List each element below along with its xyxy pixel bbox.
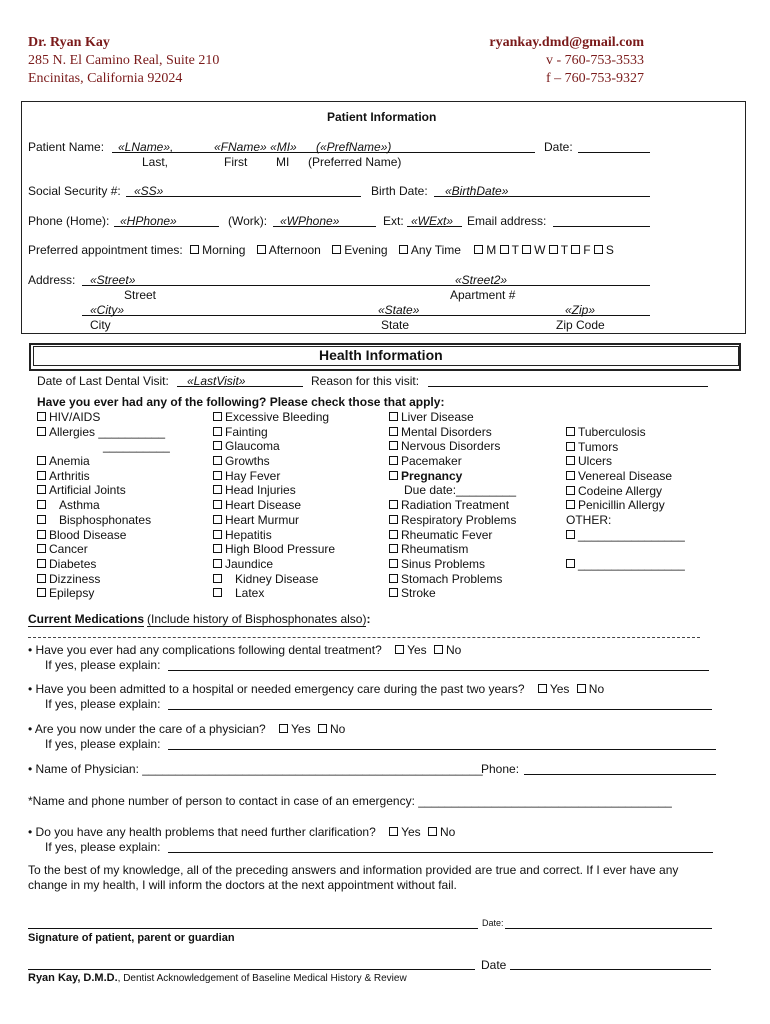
checkbox-icon[interactable] <box>37 456 46 465</box>
checkbox-icon[interactable] <box>566 530 575 539</box>
signature-date-label: Date: <box>482 918 504 928</box>
condition-item[interactable] <box>213 586 335 601</box>
q5-explain-line[interactable] <box>168 852 713 853</box>
condition-item[interactable] <box>37 542 170 557</box>
checkbox-icon[interactable] <box>389 441 398 450</box>
checkbox-icon[interactable] <box>37 588 46 597</box>
q5-yes-checkbox[interactable] <box>389 827 398 836</box>
condition-item[interactable] <box>37 528 170 543</box>
date-label: Date: <box>544 140 573 154</box>
q5-no-checkbox[interactable] <box>428 827 437 836</box>
q2-explain-line[interactable] <box>168 709 712 710</box>
day-th-checkbox[interactable] <box>549 245 558 254</box>
checkbox-icon[interactable] <box>566 500 575 509</box>
condition-label: Dizziness <box>49 571 101 586</box>
condition-item[interactable] <box>213 483 335 498</box>
condition-label: Nervous Disorders <box>401 439 501 454</box>
condition-label: Cancer <box>49 542 88 557</box>
state-field[interactable]: «State» <box>378 303 420 317</box>
condition-label: Stroke <box>401 586 436 601</box>
condition-label: Blood Disease <box>49 527 127 542</box>
condition-label: Liver Disease <box>401 410 474 424</box>
practice-contact-block <box>489 34 644 88</box>
afternoon-label: Afternoon <box>268 243 321 257</box>
condition-label: Jaundice <box>225 556 274 571</box>
fname-mi-field[interactable]: «FName» «MI» <box>214 140 297 154</box>
condition-label: Rheumatic Fever <box>401 527 493 542</box>
current-meds-colon: : <box>366 612 371 626</box>
day-t-label: T <box>511 243 519 257</box>
condition-item[interactable] <box>37 425 170 440</box>
conditions-col-4 <box>566 425 685 572</box>
current-meds-bold: Current Medications <box>28 612 145 626</box>
checkbox-icon[interactable] <box>389 471 398 480</box>
street-caption: Street <box>124 288 157 302</box>
checkbox-icon[interactable] <box>37 559 46 568</box>
dentist-date-label: Date <box>481 958 507 972</box>
condition-label: Artificial Joints <box>49 483 126 498</box>
street-field[interactable]: «Street» <box>90 273 136 287</box>
checkbox-icon[interactable] <box>37 530 46 539</box>
q5-row <box>28 825 455 839</box>
mi-caption: MI <box>276 155 290 169</box>
q3-row <box>28 722 345 736</box>
work-label: (Work): <box>228 214 268 228</box>
condition-label: Excessive Bleeding <box>225 410 330 424</box>
practice-email: ryankay.dmd@gmail.com <box>489 35 644 50</box>
health-info-title: Health Information <box>319 347 443 363</box>
anytime-label: Any Time <box>410 243 461 257</box>
condition-item[interactable] <box>566 528 685 543</box>
checkbox-icon[interactable] <box>37 515 46 524</box>
appt-label: Preferred appointment times: <box>28 243 183 257</box>
q1-row <box>28 643 461 657</box>
checkbox-icon[interactable] <box>566 442 575 451</box>
condition-label: Rheumatism <box>401 542 469 557</box>
day-th-label: T <box>560 243 568 257</box>
dentist-name: Ryan Kay, D.M.D. <box>28 972 118 984</box>
checkbox-icon[interactable] <box>37 427 46 436</box>
condition-item[interactable] <box>213 498 335 513</box>
checkbox-icon[interactable] <box>213 588 222 597</box>
statement-block <box>28 863 678 893</box>
condition-item[interactable] <box>37 513 170 528</box>
asterisk-icon: * <box>28 794 33 808</box>
checkbox-icon[interactable] <box>37 471 46 480</box>
condition-item[interactable] <box>37 586 170 601</box>
checkbox-icon[interactable] <box>566 456 575 465</box>
q5-text: Do you have any health problems that need further clarification? <box>35 825 376 839</box>
condition-label: Allergies __________ <box>49 424 166 439</box>
day-w-label: W <box>534 243 546 257</box>
condition-item[interactable] <box>389 513 516 528</box>
condition-item[interactable] <box>389 528 516 543</box>
condition-item[interactable] <box>37 439 170 454</box>
condition-item[interactable] <box>389 572 516 587</box>
address-line-2: Encinitas, California 92024 <box>28 71 183 86</box>
practice-phone: v - 760-753-3533 <box>546 53 644 68</box>
condition-item[interactable] <box>389 542 516 557</box>
q5-yes-label: Yes <box>401 825 421 839</box>
reason-line[interactable] <box>428 386 708 387</box>
condition-item[interactable] <box>213 425 335 440</box>
condition-item <box>566 513 685 528</box>
day-f-checkbox[interactable] <box>571 245 580 254</box>
condition-label: Sinus Problems <box>401 556 486 571</box>
checkbox-icon[interactable] <box>389 515 398 524</box>
physician-row <box>28 762 483 776</box>
checkbox-icon[interactable] <box>566 559 575 568</box>
condition-item[interactable] <box>213 469 335 484</box>
date-line[interactable] <box>578 152 650 153</box>
condition-label: Respiratory Problems <box>401 512 517 527</box>
conditions-col-3 <box>389 410 516 601</box>
signature-date-line[interactable] <box>505 928 712 929</box>
checkbox-icon[interactable] <box>37 544 46 553</box>
q2-yes-checkbox[interactable] <box>538 684 547 693</box>
condition-label: Stomach Problems <box>401 571 503 586</box>
condition-label: __________ <box>103 439 170 454</box>
street2-field[interactable]: «Street2» <box>455 273 508 287</box>
condition-item[interactable] <box>37 469 170 484</box>
checkbox-icon[interactable] <box>37 412 46 421</box>
checkbox-icon[interactable] <box>213 515 222 524</box>
q1-explain-line[interactable] <box>168 670 709 671</box>
ss-field[interactable]: «SS» <box>134 184 164 198</box>
condition-label: Hay Fever <box>225 468 281 483</box>
checkbox-icon[interactable] <box>213 456 222 465</box>
checkbox-icon[interactable] <box>213 574 222 583</box>
checkbox-icon[interactable] <box>37 574 46 583</box>
q3-no-label: No <box>329 722 346 736</box>
q2-text: Have you been admitted to a hospital or needed emergency care during the past two years? <box>35 682 525 696</box>
condition-label: High Blood Pressure <box>225 542 336 557</box>
checkbox-icon[interactable] <box>37 500 46 509</box>
wphone-field[interactable]: «WPhone» <box>280 214 340 228</box>
bullet-icon: • <box>28 825 33 839</box>
condition-item[interactable] <box>566 425 685 440</box>
q2-row <box>28 682 604 696</box>
condition-item[interactable] <box>389 498 516 513</box>
current-meds-label <box>28 612 370 627</box>
street-line[interactable] <box>82 285 650 286</box>
checkbox-icon[interactable] <box>213 427 222 436</box>
checkbox-icon[interactable] <box>213 544 222 553</box>
condition-item[interactable] <box>566 440 685 455</box>
signature-line[interactable] <box>28 928 478 929</box>
q1-no-label: No <box>446 643 462 657</box>
q1-yes-label: Yes <box>407 643 427 657</box>
email-line[interactable] <box>553 226 650 227</box>
q3-no-checkbox[interactable] <box>318 724 327 733</box>
condition-item[interactable] <box>389 483 516 498</box>
practice-fax: f – 760-753-9327 <box>546 71 644 86</box>
checkbox-icon[interactable] <box>213 530 222 539</box>
reason-label: Reason for this visit: <box>311 374 420 388</box>
email-label: Email address: <box>467 214 547 228</box>
checkbox-icon[interactable] <box>566 486 575 495</box>
signature-label: Signature of patient, parent or guardian <box>28 932 235 944</box>
bullet-icon: • <box>28 643 33 657</box>
checkbox-icon[interactable] <box>566 471 575 480</box>
checkbox-icon[interactable] <box>389 456 398 465</box>
condition-label: Penicillin Allergy <box>578 498 665 513</box>
checkbox-icon[interactable] <box>389 530 398 539</box>
checkbox-icon[interactable] <box>389 412 398 421</box>
checkbox-icon[interactable] <box>389 544 398 553</box>
condition-item[interactable] <box>566 484 685 499</box>
condition-label: Asthma <box>59 498 100 513</box>
afternoon-checkbox[interactable] <box>257 245 266 254</box>
checkbox-icon[interactable] <box>389 588 398 597</box>
address-line-1: 285 N. El Camino Real, Suite 210 <box>28 53 220 68</box>
condition-label: Bisphosphonates <box>59 512 152 527</box>
q1-yes-checkbox[interactable] <box>395 645 404 654</box>
condition-item <box>566 543 685 558</box>
q5-no-label: No <box>440 825 456 839</box>
q3-yes-checkbox[interactable] <box>279 724 288 733</box>
condition-label: Codeine Allergy <box>578 483 663 498</box>
zip-field[interactable]: «Zip» <box>565 303 596 317</box>
state-caption: State <box>381 318 410 332</box>
condition-item[interactable] <box>566 454 685 469</box>
city-caption: City <box>90 318 111 332</box>
bullet-icon: • <box>28 682 33 696</box>
current-meds-line[interactable] <box>28 637 700 638</box>
dentist-ack-text: , Dentist Acknowledgement of Baseline Medical History & Review <box>117 973 407 984</box>
q3-explain-line[interactable] <box>168 749 716 750</box>
condition-label: Glaucoma <box>225 439 280 454</box>
current-meds-note: (Include history of Bisphosphonates also) <box>147 612 367 626</box>
condition-item[interactable] <box>213 528 335 543</box>
condition-item[interactable] <box>213 572 335 587</box>
other-blank[interactable]: ________________ <box>578 557 685 572</box>
condition-label: Radiation Treatment <box>401 498 510 513</box>
lname-field[interactable]: «LName», <box>118 140 174 154</box>
practice-address-block <box>28 34 219 88</box>
checkbox-icon[interactable] <box>37 485 46 494</box>
last-visit-field[interactable]: «LastVisit» <box>187 374 246 388</box>
appt-row <box>28 243 614 257</box>
condition-label: Anemia <box>49 454 90 469</box>
anytime-checkbox[interactable] <box>399 245 408 254</box>
q2-yes-label: Yes <box>549 682 570 696</box>
checkbox-icon[interactable] <box>389 574 398 583</box>
last-caption: Last, <box>142 155 169 169</box>
patient-info-title: Patient Information <box>327 110 437 124</box>
statement-line-2: change in my health, I will inform the doctors at the next appointment without fail. <box>28 878 457 892</box>
first-caption: First <box>224 155 248 169</box>
statement-line-1: To the best of my knowledge, all of the preceding answers and information provided are true and correct. If I ever have any <box>28 863 679 877</box>
condition-label: Pregnancy <box>401 468 463 483</box>
condition-label: Arthritis <box>49 468 90 483</box>
emergency-row <box>28 794 672 808</box>
conditions-col-1 <box>37 410 170 601</box>
condition-label: Growths <box>225 454 270 469</box>
condition-item[interactable] <box>389 425 516 440</box>
q1-no-checkbox[interactable] <box>434 645 443 654</box>
morning-checkbox[interactable] <box>190 245 199 254</box>
condition-label: Fainting <box>225 424 268 439</box>
condition-item[interactable] <box>389 439 516 454</box>
condition-item[interactable] <box>389 557 516 572</box>
checkbox-icon[interactable] <box>389 427 398 436</box>
condition-label: Head Injuries <box>225 483 296 498</box>
zip-caption: Zip Code <box>556 318 605 332</box>
checkbox-icon[interactable] <box>213 500 222 509</box>
condition-label: Tumors <box>578 439 619 454</box>
morning-label: Morning <box>202 243 246 257</box>
checkbox-icon[interactable] <box>389 559 398 568</box>
ext-label: Ext: <box>383 214 404 228</box>
conditions-col-2 <box>213 410 335 601</box>
q1-text: Have you ever had any complications following dental treatment? <box>35 643 382 657</box>
apartment-caption: Apartment # <box>450 288 516 302</box>
condition-item[interactable] <box>389 469 516 484</box>
checkbox-icon[interactable] <box>213 471 222 480</box>
condition-item[interactable] <box>37 572 170 587</box>
condition-label: Ulcers <box>578 454 613 469</box>
hphone-field[interactable]: «HPhone» <box>120 214 177 228</box>
bullet-icon: • <box>28 762 33 776</box>
dentist-ack <box>28 972 407 984</box>
condition-label: Kidney Disease <box>235 571 319 586</box>
q2-no-label: No <box>588 682 605 696</box>
evening-label: Evening <box>344 243 388 257</box>
other-label: OTHER: <box>566 513 612 528</box>
day-f-label: F <box>583 243 591 257</box>
checkbox-icon[interactable] <box>213 559 222 568</box>
q3-text: Are you now under the care of a physician? <box>34 722 266 736</box>
condition-label: Latex <box>235 586 265 601</box>
condition-item[interactable] <box>566 469 685 484</box>
condition-label: Venereal Disease <box>578 469 673 484</box>
dentist-date-line[interactable] <box>510 969 711 970</box>
checkbox-icon[interactable] <box>213 485 222 494</box>
address-label: Address: <box>28 273 76 287</box>
checkbox-icon[interactable] <box>213 412 222 421</box>
day-s-checkbox[interactable] <box>594 245 603 254</box>
condition-item[interactable] <box>37 498 170 513</box>
emergency-label[interactable]: Name and phone number of person to contact in case of an emergency: ______________________________________ <box>32 794 672 808</box>
condition-item[interactable] <box>389 586 516 601</box>
day-m-checkbox[interactable] <box>474 245 483 254</box>
condition-item[interactable] <box>37 557 170 572</box>
physician-phone-line[interactable] <box>524 774 716 775</box>
condition-label: HIV/AIDS <box>49 410 101 424</box>
condition-label: Diabetes <box>49 556 97 571</box>
condition-item[interactable] <box>213 410 335 425</box>
day-m-label: M <box>486 243 497 257</box>
condition-label: Mental Disorders <box>401 424 492 439</box>
q3-yes-label: Yes <box>291 722 311 736</box>
q1-explain-label: If yes, please explain: <box>45 658 161 672</box>
q5-explain-label: If yes, please explain: <box>45 840 161 854</box>
condition-label: Hepatitis <box>225 527 272 542</box>
birth-label: Birth Date: <box>371 184 428 198</box>
condition-item[interactable] <box>389 454 516 469</box>
condition-item[interactable] <box>566 557 685 572</box>
city-field[interactable]: «City» <box>90 303 125 317</box>
q3-explain-label: If yes, please explain: <box>45 737 161 751</box>
checkbox-icon[interactable] <box>566 427 575 436</box>
wext-field[interactable]: «WExt» <box>411 214 454 228</box>
q2-no-checkbox[interactable] <box>577 684 586 693</box>
last-visit-label: Date of Last Dental Visit: <box>37 374 169 388</box>
checkbox-icon[interactable] <box>213 441 222 450</box>
day-w-checkbox[interactable] <box>522 245 531 254</box>
condition-item[interactable] <box>213 557 335 572</box>
checkbox-icon[interactable] <box>389 500 398 509</box>
other-blank[interactable]: ________________ <box>578 527 685 542</box>
doctor-name: Dr. Ryan Kay <box>28 35 110 50</box>
condition-item[interactable] <box>389 410 516 425</box>
condition-label: Due date:_________ <box>404 483 517 498</box>
q2-explain-label: If yes, please explain: <box>45 697 161 711</box>
patient-name-label: Patient Name: <box>28 140 105 154</box>
condition-label: Heart Disease <box>225 498 302 513</box>
conditions-question: Have you ever had any of the following? Please check those that apply: <box>37 395 445 409</box>
preferred-caption: (Preferred Name) <box>308 155 402 169</box>
physician-phone-label: Phone: <box>481 762 520 776</box>
condition-item[interactable] <box>213 542 335 557</box>
day-t-checkbox[interactable] <box>500 245 509 254</box>
condition-item[interactable] <box>37 410 170 425</box>
ss-label: Social Security #: <box>28 184 121 198</box>
birth-field[interactable]: «BirthDate» <box>445 184 509 198</box>
condition-item[interactable] <box>213 513 335 528</box>
condition-label: Pacemaker <box>401 454 462 469</box>
hphone-label: Phone (Home): <box>28 214 110 228</box>
condition-item[interactable] <box>37 483 170 498</box>
prefname-field[interactable]: («PrefName») <box>316 140 392 154</box>
condition-label: Epilepsy <box>49 586 95 601</box>
bullet-icon: • <box>28 722 33 736</box>
condition-item[interactable] <box>213 439 335 454</box>
physician-label[interactable]: Name of Physician: ___________________________________________________ <box>35 762 483 776</box>
condition-item[interactable] <box>37 454 170 469</box>
day-s-label: S <box>605 243 614 257</box>
evening-checkbox[interactable] <box>332 245 341 254</box>
condition-item[interactable] <box>213 454 335 469</box>
dentist-signature-line[interactable] <box>28 969 475 970</box>
condition-label: Heart Murmur <box>225 512 300 527</box>
condition-item[interactable] <box>566 498 685 513</box>
condition-label: Tuberculosis <box>578 425 646 439</box>
